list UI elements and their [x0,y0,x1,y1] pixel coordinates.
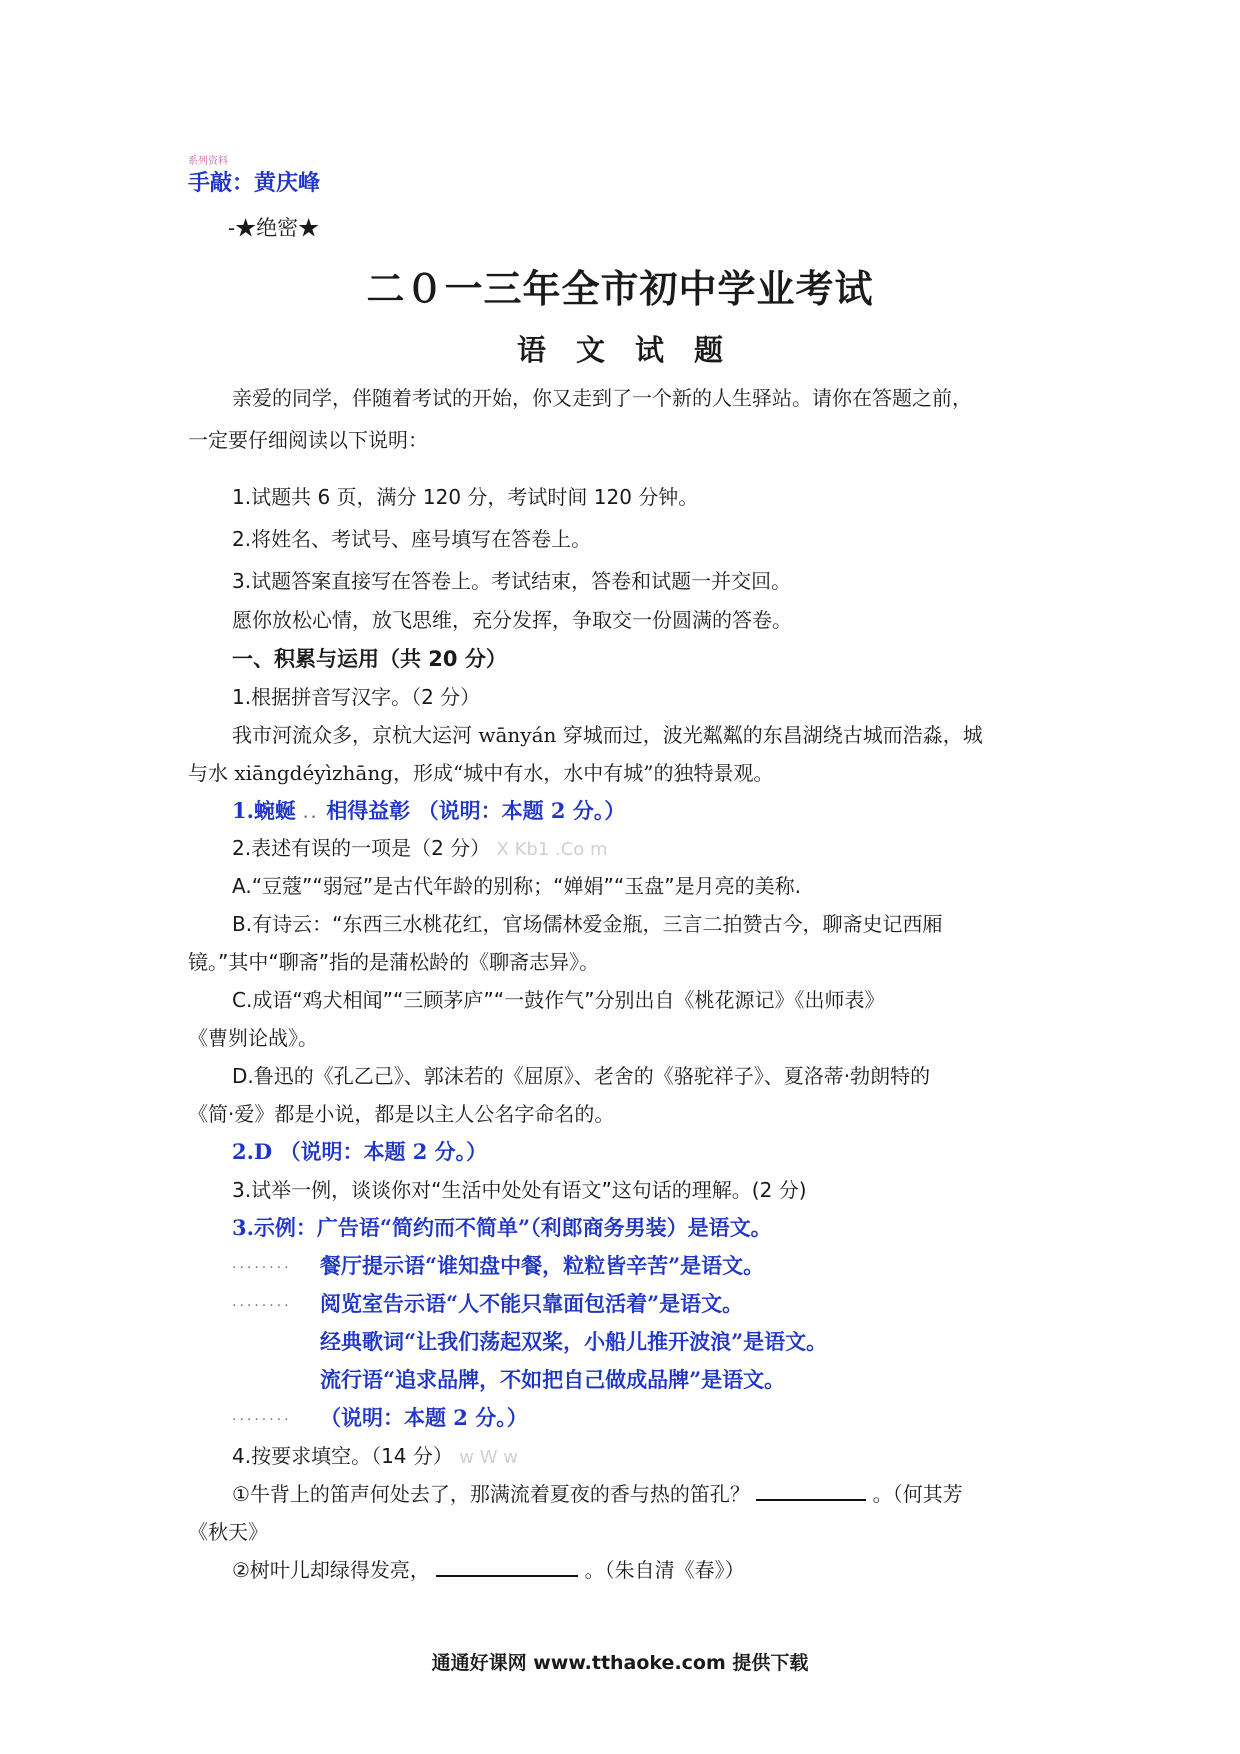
exam-subtitle: 语文试题 [516,333,753,367]
q2-watermark: X Kb1 .Co m [496,839,608,860]
q2-option-c-line-1: C.成语“鸡犬相闻”“三顾茅庐”“一鼓作气”分别出自《桃花源记》《出师表》 [232,988,885,1012]
q2-option-a: A.“豆蔻”“弱冠”是古代年龄的别称；“婵娟”“玉盘”是月亮的美称. [232,874,801,898]
q2-option-b-line-1: B.有诗云：“东西三水桃花红，官场儒林爱金瓶，三言二拍赞古今，聊斋史记西厢 [232,912,943,936]
q3-answer-6: （说明：本题 2 分。） [320,1405,528,1430]
intro-line-1: 亲爱的同学，伴随着考试的开始，你又走到了一个新的人生驿站。请你在答题之前， [232,386,972,410]
exam-title: 二０一三年全市初中学业考试 [366,267,874,311]
instruction-3: 3.试题答案直接写在答卷上。考试结束，答卷和试题一并交回。 [232,569,792,593]
q4-item-1 [232,1478,963,1507]
series-label: 系列资料 [188,156,228,167]
q4-watermark: w W w [459,1447,518,1468]
q2-option-b-line-2: 镜。”其中“聊斋”指的是蒲松龄的《聊斋志异》。 [188,950,600,974]
q4-item-2-text: ②树叶儿却绿得发亮， [232,1558,430,1582]
q3-dots-1: ........ [232,1256,292,1272]
q1-text-line-2: 与水 xiāngdéyìzhāng，形成“城中有水，水中有城”的独特景观。 [188,761,774,785]
q3-answer-4: 经典歌词“让我们荡起双桨，小船儿推开波浪”是语文。 [320,1329,828,1354]
section-heading: 一、积累与运用（共 20 分） [232,647,507,671]
q3-dots-2: ........ [232,1294,292,1310]
q4-item-1-source: 。（何其芳 [872,1482,963,1506]
q3-prompt: 3.试举一例，谈谈你对“生活中处处有语文”这句话的理解。(2 分) [232,1178,807,1202]
footer-credit: 通通好课网 www.tthaoke.com 提供下载 [431,1652,809,1674]
q3-dots-3: ........ [232,1408,292,1424]
q4-item-1-blank [756,1479,866,1501]
instruction-2: 2.将姓名、考试号、座号填写在答卷上。 [232,527,592,551]
q3-answer-5: 流行语“追求品牌，不如把自己做成品牌”是语文。 [320,1367,786,1392]
q4-prompt [232,1440,518,1469]
q4-item-2-blank [436,1555,578,1577]
q3-answer-3: 阅览室告示语“人不能只靠面包活着”是语文。 [320,1291,744,1316]
q2-option-d-line-1: D.鲁迅的《孔乙己》、郭沫若的《屈原》、老舍的《骆驼祥子》、夏洛蒂·勃朗特的 [232,1064,931,1088]
q1-text-line-1: 我市河流众多，京杭大运河 wānyán 穿城而过，波光粼粼的东昌湖绕古城而浩淼，城 [232,723,983,747]
q2-prompt [232,832,608,861]
secret-mark: -★绝密★ [228,216,320,240]
q1-answer-a: 1.蜿蜒 [232,798,296,823]
q2-answer: 2.D （说明：本题 2 分。） [232,1139,488,1164]
typist-credit: 手敲：黄庆峰 [188,170,321,196]
q4-item-1-text: ①牛背上的笛声何处去了，那满流着夏夜的香与热的笛孔？ [232,1482,750,1506]
q3-answer-1: 3.示例：广告语“简约而不简单”（利郎商务男装）是语文。 [232,1215,772,1240]
intro-line-2: 一定要仔细阅读以下说明： [188,428,428,452]
q1-answer-dots: .. [303,806,319,822]
q3-answer-2: 餐厅提示语“谁知盘中餐，粒粒皆辛苦”是语文。 [320,1253,765,1278]
q4-item-2-source: 。（朱自清《春》） [584,1558,745,1582]
q2-option-d-line-2: 《简·爱》都是小说，都是以主人公名字命名的。 [188,1102,615,1126]
q4-prompt-text: 4.按要求填空。（14 分） [232,1444,453,1468]
q1-answer [232,795,625,825]
q4-item-2 [232,1554,745,1583]
instruction-4: 愿你放松心情，放飞思维，充分发挥，争取交一份圆满的答卷。 [232,608,792,632]
q2-prompt-text: 2.表述有误的一项是（2 分） [232,836,491,860]
instruction-1: 1.试题共 6 页，满分 120 分，考试时间 120 分钟。 [232,485,699,509]
q1-prompt: 1.根据拼音写汉字。（2 分） [232,685,481,709]
q2-option-c-line-2: 《曹刿论战》。 [188,1026,318,1050]
q1-answer-b: 相得益彰 （说明：本题 2 分。） [326,798,626,823]
q4-item-1-source-line-2: 《秋天》 [188,1520,268,1544]
